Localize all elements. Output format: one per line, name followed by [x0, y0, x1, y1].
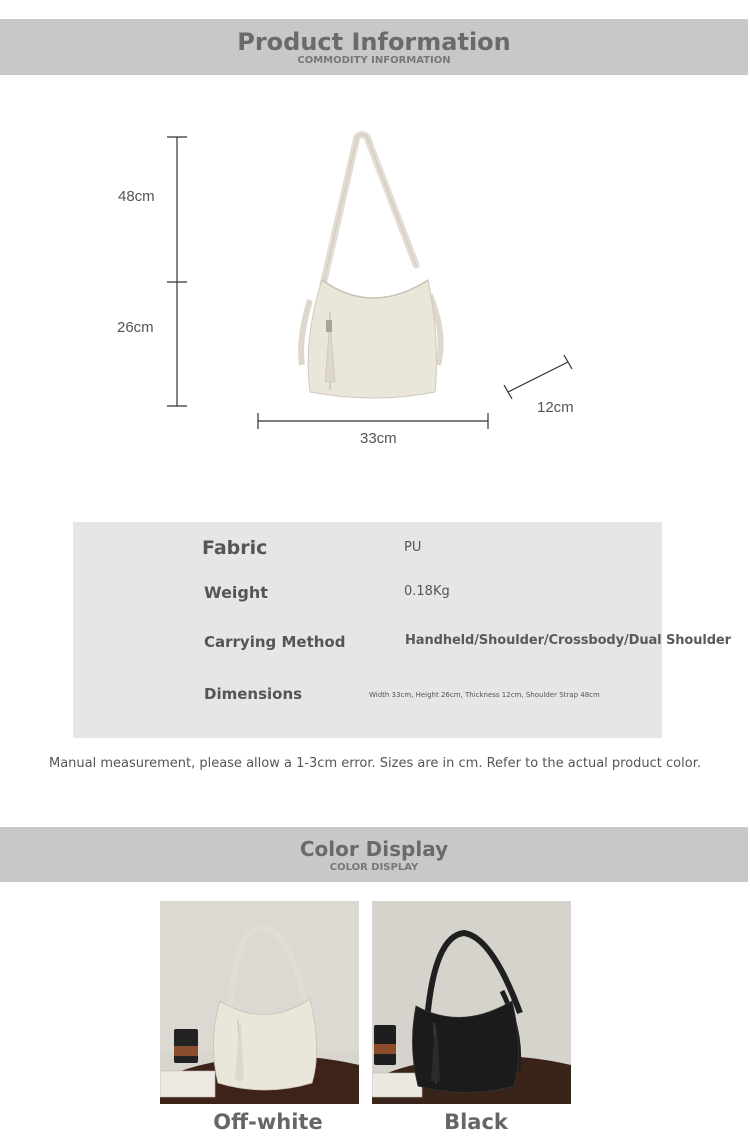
thickness-measure-line — [504, 355, 572, 399]
bag-height-label: 26cm — [117, 319, 154, 336]
vertical-measure-line — [167, 137, 187, 406]
spec-value-dimensions: Width 33cm, Height 26cm, Thickness 12cm, Shoulder Strap 48cm — [369, 691, 600, 699]
product-info-subtitle: COMMODITY INFORMATION — [297, 55, 451, 66]
thickness-label: 12cm — [537, 399, 574, 416]
color-display-banner — [0, 827, 748, 882]
color-display-title: Color Display — [299, 837, 449, 861]
spec-value-fabric: PU — [404, 540, 422, 555]
spec-label-carrying-method: Carrying Method — [204, 633, 346, 651]
spec-table — [73, 522, 662, 738]
spec-label-fabric: Fabric — [202, 537, 268, 559]
spec-value-weight: 0.18Kg — [404, 584, 450, 599]
photo-black — [372, 901, 571, 1104]
product-info-banner — [0, 19, 748, 75]
strap-height-label: 48cm — [118, 188, 155, 205]
horizontal-measure-line — [258, 413, 488, 429]
bag-illustration — [301, 135, 441, 399]
spec-value-carrying-method: Handheld/Shoulder/Crossbody/Dual Shoulder — [405, 633, 731, 648]
product-info-title: Product Information — [237, 28, 511, 56]
width-label: 33cm — [360, 430, 397, 447]
bag-dimension-diagram — [110, 120, 590, 450]
spec-label-weight: Weight — [204, 583, 268, 602]
spec-label-dimensions: Dimensions — [204, 685, 303, 703]
color-display-subtitle: COLOR DISPLAY — [329, 862, 419, 873]
photo-off-white — [160, 901, 359, 1104]
color-name-black: Black — [444, 1110, 508, 1134]
color-name-off-white: Off-white — [213, 1110, 323, 1134]
measurement-note: Manual measurement, please allow a 1-3cm error. Sizes are in cm. Refer to the actual product color. — [49, 756, 701, 771]
